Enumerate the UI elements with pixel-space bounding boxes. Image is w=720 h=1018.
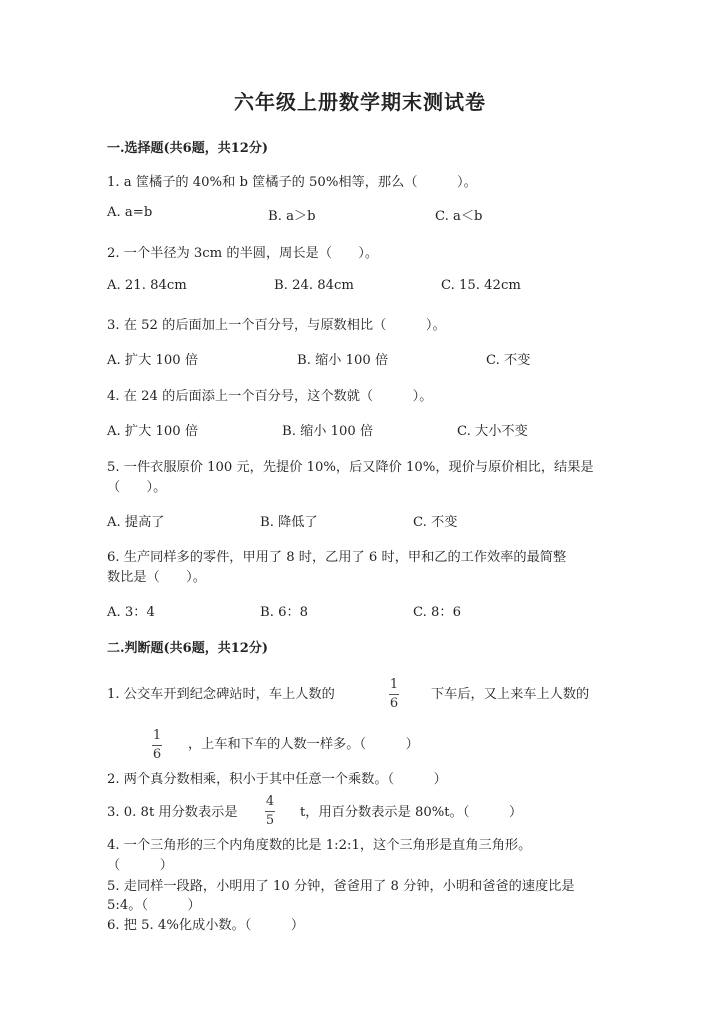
fraction-one-sixth-second <box>152 728 162 763</box>
question-5-option-b: B. 降低了 <box>260 515 318 530</box>
fraction-denominator: 5 <box>265 813 275 828</box>
fraction-bar <box>265 811 275 812</box>
section-2-heading: 二.判断题(共6题，共12分) <box>107 641 268 656</box>
question-4-option-c: C. 大小不变 <box>457 424 528 439</box>
question-6-option-a: A. 3：4 <box>107 605 155 620</box>
question-1-option-b: B. a＞b <box>268 209 316 224</box>
question-4-option-a: A. 扩大 100 倍 <box>107 424 199 439</box>
judge-5-text-line1: 5. 走同样一段路，小明用了 10 分钟，爸爸用了 8 分钟，小明和爸爸的速度比是 <box>107 879 575 894</box>
fraction-bar <box>389 694 399 695</box>
question-1-option-a: A. a=b <box>107 205 153 220</box>
question-6-option-c: C. 8：6 <box>413 605 461 620</box>
question-5-option-c: C. 不变 <box>413 515 458 530</box>
fraction-bar <box>152 745 162 746</box>
question-3-option-c: C. 不变 <box>486 353 531 368</box>
judge-2-text: 2. 两个真分数相乘，积小于其中任意一个乘数。（ ） <box>107 772 447 787</box>
question-1-option-c: C. a＜b <box>435 209 483 224</box>
fraction-denominator: 6 <box>152 747 162 762</box>
question-5-text-line2: （ ）。 <box>107 480 167 495</box>
fraction-numerator: 1 <box>152 728 162 743</box>
judge-1-text-part1: 1. 公交车开到纪念碑站时，车上人数的 <box>107 687 335 702</box>
question-3-option-b: B. 缩小 100 倍 <box>297 353 389 368</box>
section-1-heading: 一.选择题(共6题，共12分) <box>107 141 268 156</box>
page-title: 六年级上册数学期末测试卷 <box>234 90 486 114</box>
fraction-one-sixth <box>389 677 399 712</box>
question-2-option-a: A. 21. 84cm <box>107 278 187 293</box>
question-6-text-line2: 数比是（ ）。 <box>107 570 206 585</box>
fraction-numerator: 4 <box>265 794 275 809</box>
judge-4-text-line2: （ ） <box>107 858 173 873</box>
question-5-text-line1: 5. 一件衣服原价 100 元，先提价 10%，后又降价 10%，现价与原价相比，结果是 <box>107 460 594 475</box>
fraction-numerator: 1 <box>389 677 399 692</box>
judge-3-text-part2: t，用百分数表示是 80%t。（ ） <box>300 805 523 820</box>
question-2-option-b: B. 24. 84cm <box>274 278 354 293</box>
judge-3-text-part1: 3. 0. 8t 用分数表示是 <box>107 805 238 820</box>
question-4-text: 4. 在 24 的后面添上一个百分号，这个数就（ ）。 <box>107 389 433 404</box>
question-4-option-b: B. 缩小 100 倍 <box>282 424 374 439</box>
question-2-text: 2. 一个半径为 3cm 的半圆，周长是（ ）。 <box>107 246 379 261</box>
judge-1-text-part2: 下车后，又上来车上人数的 <box>431 687 590 702</box>
question-6-option-b: B. 6：8 <box>260 605 309 620</box>
fraction-four-fifths <box>265 794 275 829</box>
question-2-option-c: C. 15. 42cm <box>441 278 521 293</box>
question-6-text-line1: 6. 生产同样多的零件，甲用了 8 时，乙用了 6 时，甲和乙的工作效率的最简整 <box>107 550 567 565</box>
question-5-option-a: A. 提高了 <box>107 515 165 530</box>
judge-5-text-line2: 5:4。（ ） <box>107 898 201 913</box>
judge-1-text-part3: ，上车和下车的人数一样多。（ ） <box>188 737 419 752</box>
question-3-text: 3. 在 52 的后面加上一个百分号，与原数相比（ ）。 <box>107 318 446 333</box>
question-1-text: 1. a 筐橘子的 40%和 b 筐橘子的 50%相等，那么（ ）。 <box>107 175 477 190</box>
question-3-option-a: A. 扩大 100 倍 <box>107 353 199 368</box>
judge-6-text: 6. 把 5. 4%化成小数。（ ） <box>107 918 305 933</box>
fraction-denominator: 6 <box>389 696 399 711</box>
judge-4-text-line1: 4. 一个三角形的三个内角度数的比是 1:2:1，这个三角形是直角三角形。 <box>107 838 532 853</box>
